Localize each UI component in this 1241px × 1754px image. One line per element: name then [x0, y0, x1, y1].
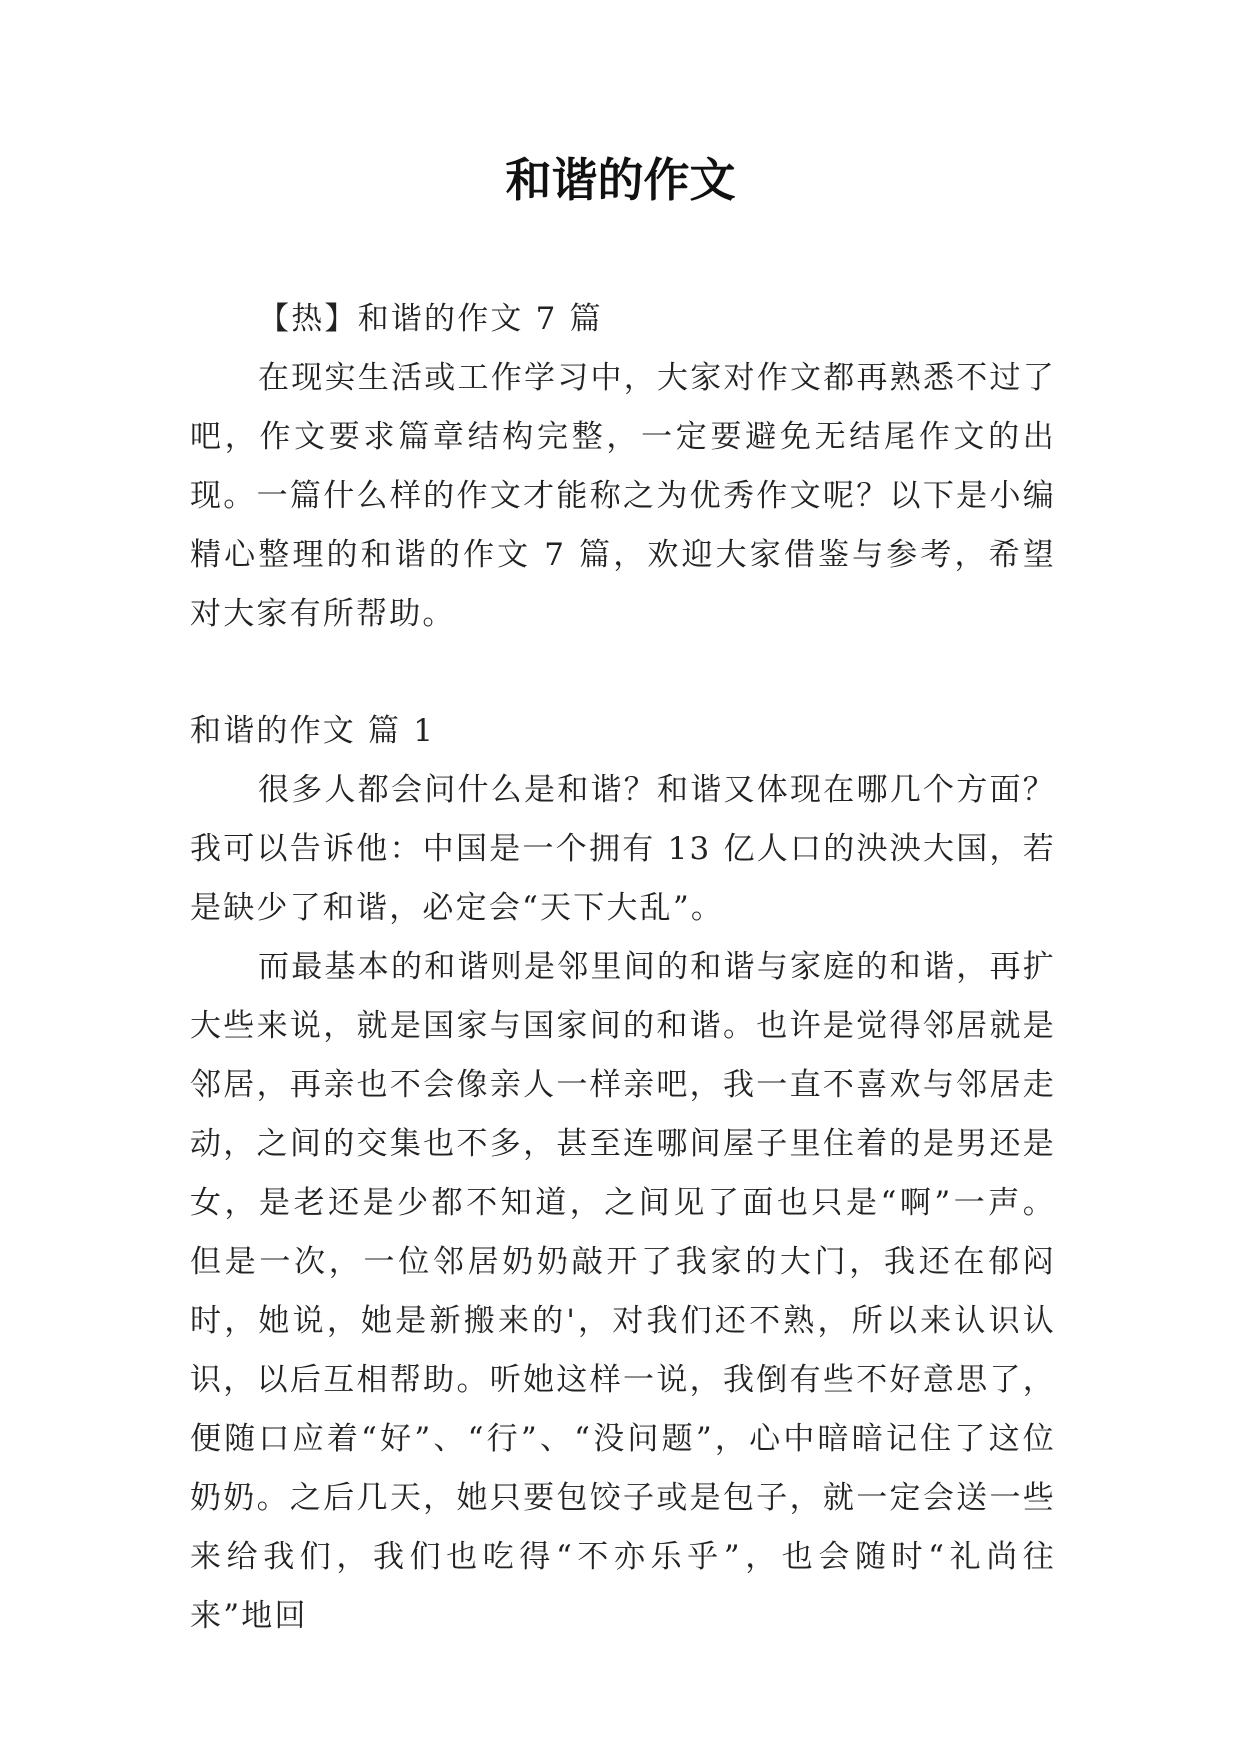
intro-paragraph: 在现实生活或工作学习中，大家对作文都再熟悉不过了吧，作文要求篇章结构完整，一定要避免无结尾作文的出现。一篇什么样的作文才能称之为优秀作文呢？以下是小编精心整理的和谐的作文 7 篇，欢迎大家借鉴与参考，希望对大家有所帮助。 — [190, 360, 1056, 632]
section-heading: 和谐的作文 篇 1 — [190, 713, 436, 749]
document-body — [190, 290, 1056, 1646]
article-subtitle: 【热】和谐的作文 7 篇 — [258, 301, 603, 337]
document-title: 和谐的作文 — [505, 153, 736, 207]
body-paragraph-1: 很多人都会问什么是和谐？和谐又体现在哪几个方面？我可以告诉他：中国是一个拥有 13 亿人口的泱泱大国，若是缺少了和谐，必定会“天下大乱”。 — [190, 772, 1056, 926]
body-paragraph-2: 而最基本的和谐则是邻里间的和谐与家庭的和谐，再扩大些来说，就是国家与国家间的和谐。也许是觉得邻居就是邻居，再亲也不会像亲人一样亲吧，我一直不喜欢与邻居走动，之间的交集也不多，甚至连哪间屋子里住着的是男还是女，是老还是少都不知道，之间见了面也只是“啊”一声。但是一次，一位邻居奶奶敲开了我家的大门，我还在郁闷时，她说，她是新搬来的'，对我们还不熟，所以来认识认识，以后互相帮助。听她这样一说，我倒有些不好意思了，便随口应着“好”、“行”、“没问题”，心中暗暗记住了这位奶奶。之后几天，她只要包饺子或是包子，就一定会送一些来给我们，我们也吃得“不亦乐乎”，也会随时“礼尚往来”地回 — [190, 949, 1056, 1634]
